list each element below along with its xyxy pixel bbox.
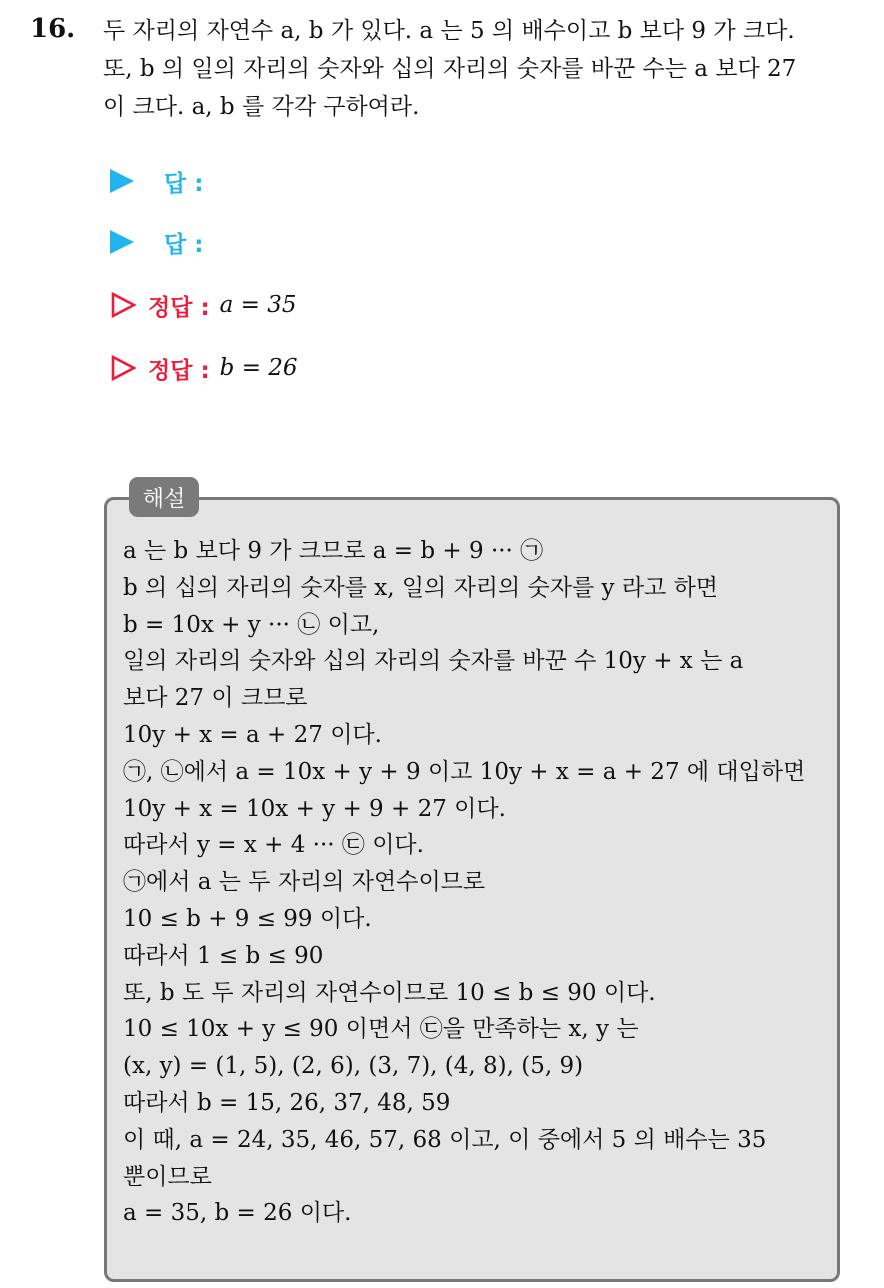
outline-triangle-icon [110,355,136,381]
explanation-line: a 는 b 보다 9 가 크므로 a = b + 9 ··· ㉠ [123,538,544,564]
explanation-line: 10y + x = 10x + y + 9 + 27 이다. [123,795,506,822]
explanation-line: 뿐이므로 [123,1163,212,1190]
answer-label: 답 : [164,170,204,197]
explanation-line: 따라서 b = 15, 26, 37, 48, 59 [123,1089,451,1116]
correct-answer-row-1 [110,288,297,322]
correct-answer-label: 정답 : [148,357,210,384]
correct-answer-label: 정답 : [148,294,210,321]
answer-label: 답 : [164,231,204,258]
explanation-line: 10 ≤ 10x + y ≤ 90 이면서 ㉢을 만족하는 x, y 는 [123,1016,639,1043]
explanation-line: 따라서 y = x + 4 ··· ㉢ 이다. [123,832,424,859]
outline-triangle-icon [110,292,136,318]
explanation-line: ㉠에서 a 는 두 자리의 자연수이므로 [123,869,486,896]
explanation-line: 따라서 1 ≤ b ≤ 90 [123,942,324,969]
answer-blank-row-2 [110,225,203,259]
question-text [103,12,873,126]
correct-answer-value: a = 35 [219,292,297,318]
explanation-line: 보다 27 이 크므로 [123,685,308,712]
explanation-line: a = 35, b = 26 이다. [123,1200,352,1227]
question-line: 또, b 의 일의 자리의 숫자와 십의 자리의 숫자를 바꾼 수는 a 보다 27 [103,56,797,82]
question-number: 16. [30,14,76,44]
explanation-line: ㉠, ㉡에서 a = 10x + y + 9 이고 10y + x = a + 27 에 대입하면 [123,758,806,785]
explanation-title: 해설 [129,477,199,517]
explanation-text [123,533,833,1232]
question-line: 두 자리의 자연수 a, b 가 있다. a 는 5 의 배수이고 b 보다 9 가 크다. [103,18,795,44]
explanation-line: 10 ≤ b + 9 ≤ 99 이다. [123,905,372,932]
correct-answer-row-2 [110,351,298,385]
explanation-line: b 의 십의 자리의 숫자를 x, 일의 자리의 숫자를 y 라고 하면 [123,574,718,601]
play-triangle-icon [110,169,134,193]
explanation-line: 일의 자리의 숫자와 십의 자리의 숫자를 바꾼 수 10y + x 는 a [123,648,744,675]
question-line: 이 크다. a, b 를 각각 구하여라. [103,94,420,120]
explanation-line: b = 10x + y ··· ㉡ 이고, [123,611,380,638]
explanation-line: 10y + x = a + 27 이다. [123,721,382,748]
correct-answer-value: b = 26 [219,355,298,381]
explanation-line: (x, y) = (1, 5), (2, 6), (3, 7), (4, 8), (5, 9) [123,1053,584,1080]
explanation-line: 이 때, a = 24, 35, 46, 57, 68 이고, 이 중에서 5 의 배수는 35 [123,1126,767,1153]
explanation-line: 또, b 도 두 자리의 자연수이므로 10 ≤ b ≤ 90 이다. [123,979,656,1006]
play-triangle-icon [110,230,134,254]
answer-blank-row-1 [110,164,203,198]
